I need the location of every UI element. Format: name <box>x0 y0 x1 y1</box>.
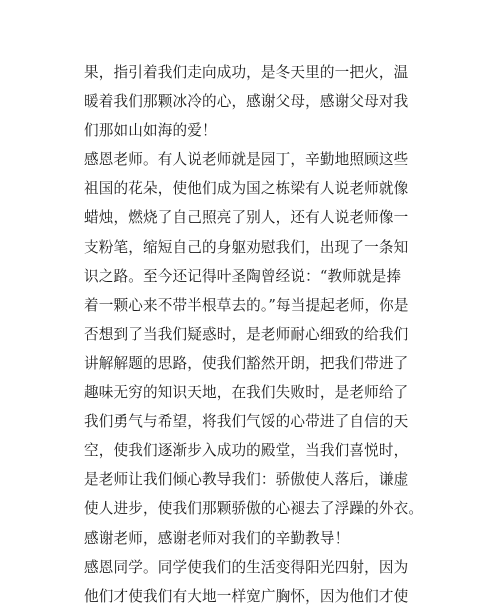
text-line: 感恩老师。有人说老师就是园丁，辛勤地照顾这些 <box>84 151 409 169</box>
text-line: 感恩同学。同学使我们的生活变得阳光四射，因为 <box>84 558 409 576</box>
text-line: 支粉笔，缩短自己的身躯劝慰我们，出现了一条知 <box>84 238 409 256</box>
text-line: 是老师让我们倾心教导我们：骄傲使人落后，谦虚 <box>84 471 409 489</box>
text-line: 趣味无穷的知识天地，在我们失败时，是老师给了 <box>84 384 409 402</box>
text-line: 否想到了当我们疑惑时，是老师耐心细致的给我们 <box>84 325 409 343</box>
text-line: 蜡烛，燃烧了自己照亮了别人，还有人说老师像一 <box>84 209 409 227</box>
text-line: 空，使我们逐渐步入成功的殿堂，当我们喜悦时， <box>84 442 409 460</box>
text-line: 他们才使我们有大地一样宽广胸怀，因为他们才使 <box>84 587 409 605</box>
text-line: 果，指引着我们走向成功，是冬天里的一把火，温 <box>84 64 409 81</box>
text-line: 感谢老师，感谢老师对我们的辛勤教导！ <box>84 529 350 547</box>
text-line: 祖国的花朵，使他们成为国之栋梁有人说老师就像 <box>84 180 409 198</box>
text-line: 着一颗心来不带半根草去的。”每当提起老师，你是 <box>84 296 409 314</box>
text-line: 我们勇气与希望，将我们气馁的心带进了自信的天 <box>84 413 409 431</box>
text-line: 暖着我们那颗冰冷的心，感谢父母，感谢父母对我 <box>84 93 409 111</box>
document-page <box>84 58 424 611</box>
text-line: 使人进步，使我们那颗骄傲的心褪去了浮躁的外衣。 <box>84 500 424 518</box>
text-line: 讲解解题的思路，使我们豁然开朗，把我们带进了 <box>84 354 409 372</box>
text-line: 识之路。至今还记得叶圣陶曾经说：“教师就是捧 <box>84 267 402 285</box>
text-line: 们那如山如海的爱！ <box>84 122 217 140</box>
